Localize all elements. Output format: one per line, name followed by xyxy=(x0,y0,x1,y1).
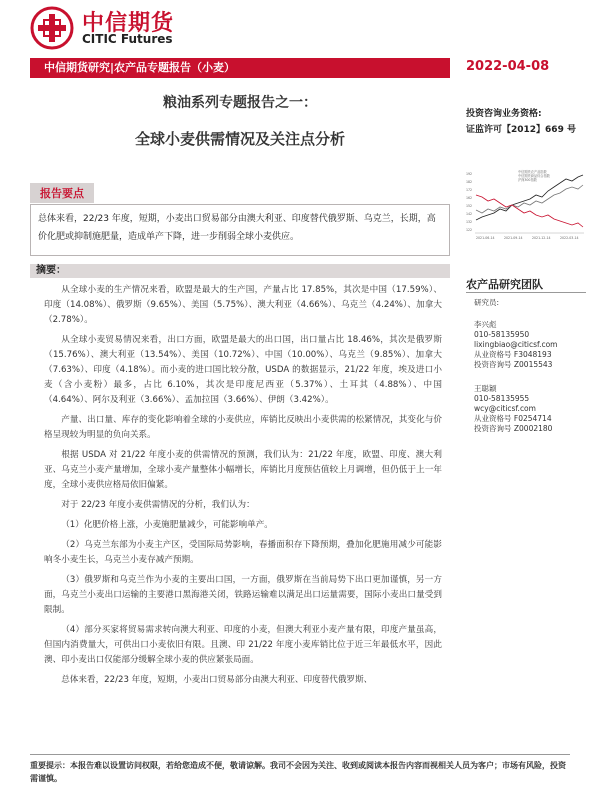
researcher-cert: 投资咨询号 Z0002180 xyxy=(474,424,553,433)
report-date: 2022-04-08 xyxy=(466,59,550,74)
summary-label: 报告要点 xyxy=(30,183,94,203)
chart-y-tick: 142 xyxy=(466,212,473,216)
index-mini-chart xyxy=(466,165,586,245)
abstract-paragraph: （2）乌克兰东部为小麦主产区，受国际局势影响，春播面积存下降预期，叠加化肥施用减少可能影响冬小麦生长，乌克兰小麦存减产预期。 xyxy=(44,540,442,565)
abstract-paragraph: （3）俄罗斯和乌克兰作为小麦的主要出口国，一方面，俄罗斯在当前局势下出口更加谨慎，另一方面，乌克兰小麦出口运输的主要港口黑海港关闭，铁路运输难以满足出口运量需要，国际小麦出口量受到限制。 xyxy=(44,575,442,615)
chart-x-tick: 2021-12-14 xyxy=(532,236,551,240)
abstract-label: 摘要： xyxy=(36,265,66,276)
chart-y-tick: 152 xyxy=(466,204,473,208)
brand-name-en: CITIC Futures xyxy=(82,32,173,46)
researcher-cert: 从业资格号 F3048193 xyxy=(474,350,552,359)
report-series: 粮油系列专题报告之一： xyxy=(163,95,317,111)
chart-y-tick: 162 xyxy=(466,196,473,200)
chart-x-tick: 2021-06-14 xyxy=(476,236,495,240)
report-title: 全球小麦供需情况及关注点分析 xyxy=(134,130,345,148)
team-title: 农产品研究团队 xyxy=(466,278,543,291)
chart-legend: 中信期货商品综合指数 xyxy=(518,174,550,178)
chart-y-tick: 132 xyxy=(466,220,473,224)
abstract-paragraph: 总体来看，22/23 年度，短期，小麦出口贸易部分由澳大利亚、印度替代俄罗斯、 xyxy=(61,675,373,685)
abstract-label-bar xyxy=(30,264,450,278)
researcher-cert: 从业资格号 F0254714 xyxy=(474,414,552,423)
researcher-phone: 010-58135955 xyxy=(474,394,530,403)
chart-y-tick: 122 xyxy=(466,228,473,232)
report-category: 中信期货研究|农产品专题报告（小麦） xyxy=(44,61,236,74)
brand-name-cn: 中信期货 xyxy=(82,11,175,36)
researcher-email[interactable]: lixingbiao@citicsf.com xyxy=(474,340,558,349)
researcher-cert: 投资咨询号 Z0015543 xyxy=(474,360,553,369)
abstract-paragraph: 产量、出口量、库存的变化影响着全球的小麦供应，库销比反映出小麦供需的松紧情况，其变化与价格呈现较为明显的负向关系。 xyxy=(44,415,442,440)
chart-x-tick: 2021-09-14 xyxy=(504,236,523,240)
abstract-body xyxy=(44,283,442,693)
chart-series-line xyxy=(476,195,583,227)
report-category-bar xyxy=(30,58,450,78)
abstract-paragraph: 对于 22/23 年度小麦供需情况的分析，我们认为： xyxy=(61,500,255,510)
abstract-paragraph: 从全球小麦贸易情况来看，出口方面，欧盟是最大的出口国，出口量占比 18.46%，其次是俄罗斯（15.76%）、澳大利亚（13.54%）、美国（10.72%）、中国（10.00%）、乌克兰（9.85%）、加拿大（7.63%）、印度（4.18%）。而小麦的进口国比较分散，USDA 的数据显示，21/22 年度，埃及进口小麦（含小麦粉）最多，占比 6.10%，其次是印度尼西亚（5.37%）、土耳其（4.88%）、中国（4.64%）、阿尔及利亚（3.66%）、孟加拉国（3.66%）、伊朗（3.42%）。 xyxy=(44,335,442,405)
qualification-label: 投资咨询业务资格: xyxy=(466,109,542,119)
qualification-license: 证监许可【2012】669 号 xyxy=(466,125,576,135)
abstract-paragraph: 从全球小麦的生产情况来看，欧盟是最大的生产国，产量占比 17.85%，其次是中国（17.59%）、印度（14.08%）、俄罗斯（9.65%）、美国（5.75%）、澳大利亚（4.66%）、乌克兰（4.24%）、加拿大（2.78%）。 xyxy=(44,285,442,325)
chart-x-tick: 2022-03-14 xyxy=(560,236,579,240)
chart-legend: 沪深300指数 xyxy=(518,178,537,182)
summary-text: 总体来看，22/23 年度，短期，小麦出口贸易部分由澳大利亚、印度替代俄罗斯、乌克兰，长期，高价化肥或抑制施肥量，造成单产下降，进一步削弱全球小麦供应。 xyxy=(38,214,436,242)
abstract-paragraph: 根据 USDA 对 21/22 年度小麦的供需情况的预测，我们认为：21/22 年度，欧盟、印度、澳大利亚、乌克兰小麦产量增加，全球小麦产量整体小幅增长，库销比月度预估值较上月调增，但仍低于上一年度，全球小麦供应格局依旧偏紧。 xyxy=(44,450,442,490)
abstract-paragraph: （1）化肥价格上涨，小麦施肥量减少，可能影响单产。 xyxy=(61,520,273,530)
citic-emblem-icon xyxy=(30,6,74,50)
researchers-label: 研究员: xyxy=(474,298,500,307)
abstract-paragraph: （4）部分买家将贸易需求转向澳大利亚、印度的小麦，但澳大利亚小麦产量有限，印度产量虽高，但国内消费量大，可供出口小麦依旧有限。且澳、印 21/22 年度小麦库销比位于近三年最低水平，因此澳、印小麦出口仅能部分缓解全球小麦的供应紧张局面。 xyxy=(44,625,442,665)
footer-divider xyxy=(30,754,570,755)
researcher-name: 王聪颖 xyxy=(474,384,497,393)
team-divider xyxy=(466,292,586,293)
chart-y-tick: 192 xyxy=(466,172,473,176)
researcher-name: 李兴彪 xyxy=(474,320,497,329)
researcher-email[interactable]: wcy@citicsf.com xyxy=(474,404,536,413)
footer-disclaimer: 重要提示：本报告难以设置访问权限，若给您造成不便，敬请谅解。我司不会因为关注、收到或阅读本报告内容而视相关人员为客户；市场有风险，投资需谨慎。 xyxy=(30,761,566,783)
chart-y-tick: 172 xyxy=(466,188,473,192)
chart-y-tick: 182 xyxy=(466,180,473,184)
researcher-phone: 010-58135950 xyxy=(474,330,530,339)
chart-legend: 中信期货农产品指数 xyxy=(518,170,547,174)
